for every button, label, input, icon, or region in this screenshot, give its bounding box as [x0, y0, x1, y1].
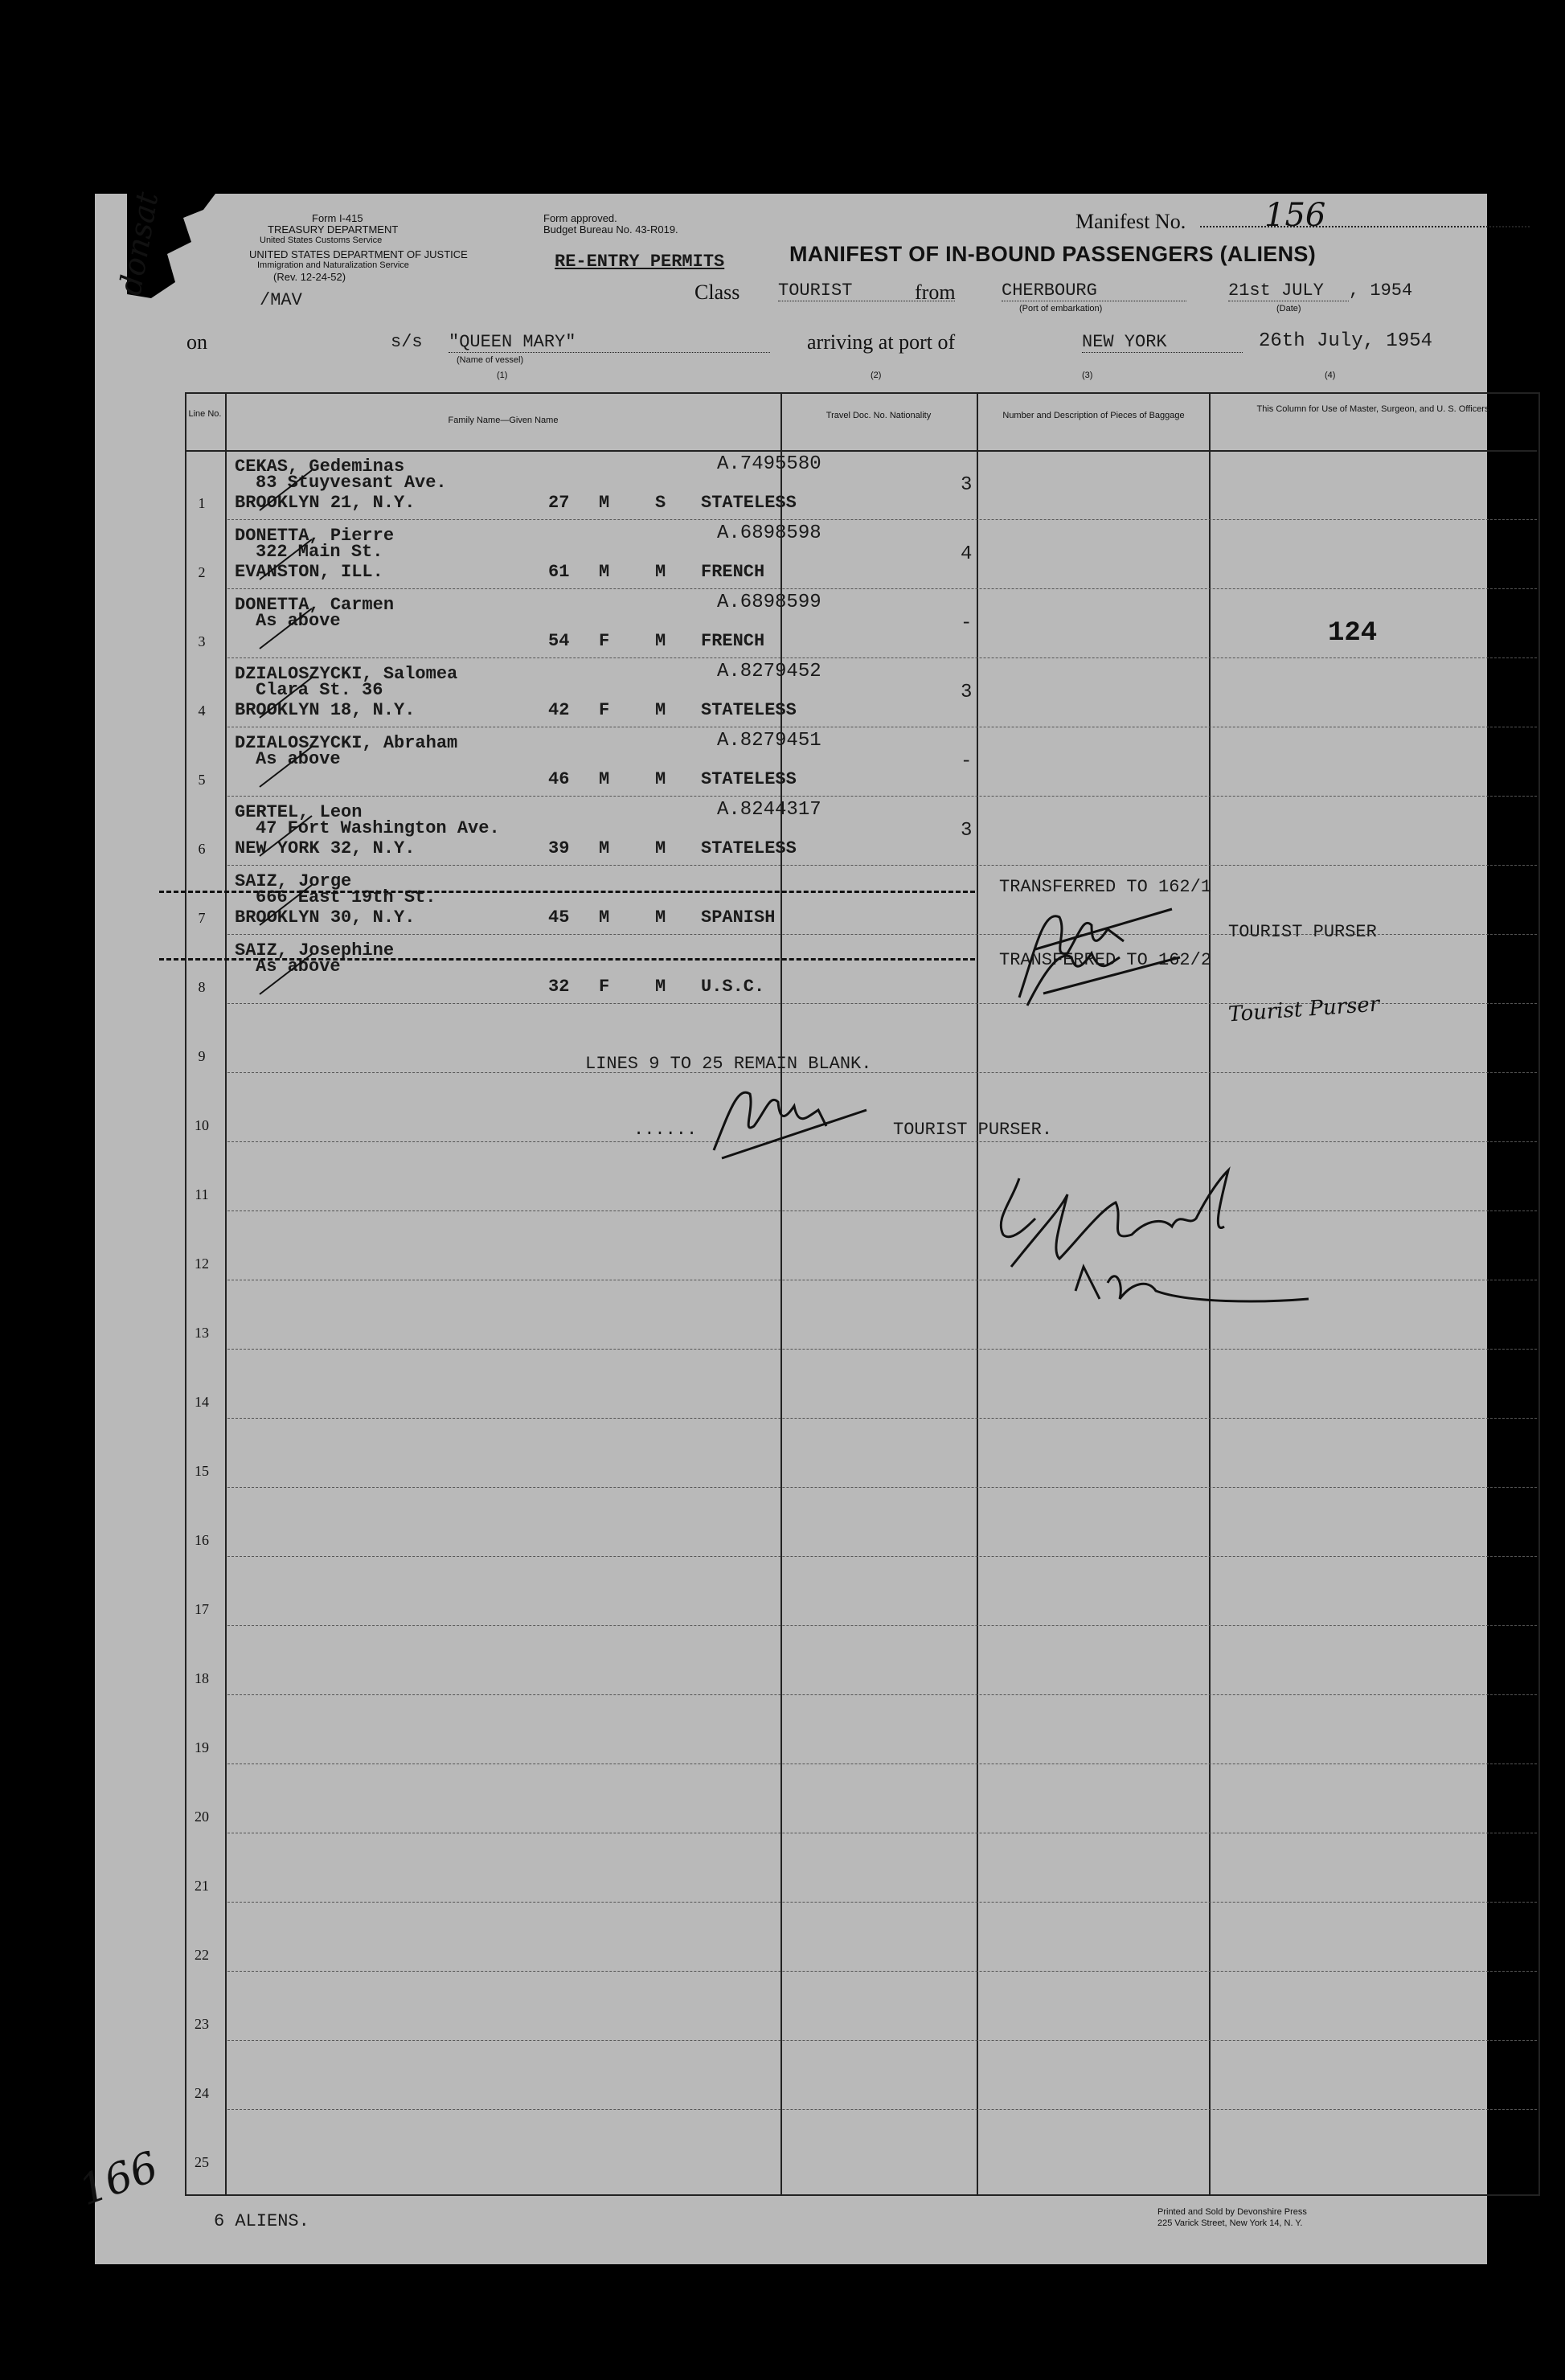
reentry-permits: RE-ENTRY PERMITS	[555, 252, 725, 272]
revision: (Rev. 12-24-52)	[273, 271, 346, 283]
line-number: 12	[195, 1256, 209, 1272]
manifest-document	[72, 189, 1489, 2264]
nationality: SPANISH	[701, 907, 776, 928]
purser-signature	[706, 1078, 891, 1166]
passenger-name: DZIALOSZYCKI, Abraham	[235, 733, 458, 753]
purser-handwritten: Tourist Purser	[1227, 992, 1381, 1027]
passenger-age: 54	[548, 631, 570, 651]
arriving-label: arriving at port of	[807, 330, 956, 354]
nationality: STATELESS	[701, 700, 797, 720]
from-value: CHERBOURG	[1002, 281, 1186, 301]
officer-signature	[979, 1162, 1397, 1339]
passenger-sex: F	[599, 631, 610, 651]
col-3-label: (3)	[1082, 371, 1093, 380]
row-separator	[227, 865, 1537, 866]
line-number: 20	[195, 1809, 209, 1825]
line-number: 25	[195, 2154, 209, 2170]
row-separator	[227, 1625, 1537, 1626]
passenger-name: CEKAS, Gedeminas	[235, 457, 405, 477]
port-embark-caption: (Port of embarkation)	[1019, 304, 1103, 313]
row-separator	[227, 1763, 1537, 1764]
passenger-city: BROOKLYN 21, N.Y.	[235, 493, 416, 513]
table-header-rule	[185, 450, 1537, 452]
passenger-sex: F	[599, 977, 610, 997]
col-4-label: (4)	[1325, 371, 1336, 380]
baggage-count: 3	[961, 820, 973, 842]
line-number: 18	[195, 1670, 209, 1686]
row-separator	[227, 1902, 1537, 1903]
passenger-address: 322 Main St.	[256, 542, 383, 562]
passenger-address: 666 East 19th St.	[256, 887, 436, 907]
printer-line-1: Printed and Sold by Devonshire Press	[1157, 2207, 1307, 2217]
row-separator	[227, 1694, 1537, 1695]
row-separator	[227, 2109, 1537, 2110]
baggage-count: 4	[961, 543, 973, 565]
ship-prefix: s/s	[391, 332, 423, 352]
check-mark	[256, 674, 320, 722]
line-number: 4	[198, 703, 206, 719]
arrival-date: 26th July, 1954	[1259, 330, 1433, 352]
row-separator	[227, 796, 1537, 797]
passenger-marital-status: M	[655, 700, 666, 720]
passenger-address: 47 Fort Washington Ave.	[256, 818, 500, 838]
baggage-count: 3	[961, 474, 973, 496]
header-baggage: Number and Description of Pieces of Baggage	[1002, 411, 1185, 420]
passenger-address: As above	[256, 611, 341, 631]
baggage-count: 3	[961, 682, 973, 703]
budget-no: Budget Bureau No. 43-R019.	[543, 223, 678, 236]
transfer-2: TRANSFERRED TO 162/2	[999, 950, 1212, 970]
passenger-marital-status: M	[655, 907, 666, 928]
travel-doc-number: A.8244317	[717, 799, 821, 821]
purser-dots: ......	[633, 1120, 698, 1140]
passenger-address: As above	[256, 957, 341, 977]
passenger-name: SAIZ, Jorge	[235, 871, 352, 891]
nationality: STATELESS	[701, 493, 797, 513]
passenger-age: 39	[548, 838, 570, 858]
passenger-sex: F	[599, 700, 610, 720]
passenger-name: DONETTA, Pierre	[235, 526, 395, 546]
transfer-1: TRANSFERRED TO 162/1	[999, 877, 1212, 897]
ship-name: "QUEEN MARY"	[449, 332, 770, 353]
date-year: , 1954	[1349, 281, 1413, 301]
travel-doc-number: A.6898598	[717, 522, 821, 544]
header-line-no: Line No.	[188, 409, 222, 419]
line-number: 5	[198, 772, 206, 788]
passenger-name: DONETTA, Carmen	[235, 595, 395, 615]
travel-doc-number: A.6898599	[717, 592, 821, 613]
baggage-count: -	[961, 612, 973, 634]
passenger-age: 32	[548, 977, 570, 997]
from-label: from	[915, 281, 956, 304]
date-caption: (Date)	[1276, 304, 1301, 313]
header-name: Family Name—Given Name	[448, 416, 559, 425]
passenger-city: BROOKLYN 18, N.Y.	[235, 700, 416, 720]
printer-line-2: 225 Varick Street, New York 14, N. Y.	[1157, 2218, 1303, 2228]
passenger-age: 46	[548, 769, 570, 789]
passenger-address: 83 Stuyvesant Ave.	[256, 473, 447, 493]
mav-stamp: /MAV	[260, 290, 302, 310]
line-number: 1	[198, 495, 206, 511]
bottom-handwriting: 166	[72, 2142, 165, 2216]
check-mark	[256, 950, 320, 998]
passenger-address: As above	[256, 749, 341, 769]
travel-doc-number: A.8279451	[717, 730, 821, 752]
passenger-sex: M	[599, 769, 610, 789]
baggage-count: -	[961, 751, 973, 772]
passenger-sex: M	[599, 493, 610, 513]
line-number: 21	[195, 1878, 209, 1894]
nationality: FRENCH	[701, 631, 765, 651]
passenger-address: Clara St. 36	[256, 680, 383, 700]
line-number: 3	[198, 633, 206, 649]
header-officers: This Column for Use of Master, Surgeon, and U. S. Officers	[1256, 404, 1489, 414]
manifest-number: 156	[1264, 197, 1326, 234]
line-number: 6	[198, 841, 206, 857]
manifest-label: Manifest No.	[1075, 210, 1186, 233]
line-number: 14	[195, 1394, 209, 1410]
row-separator	[227, 1556, 1537, 1557]
class-label: Class	[694, 281, 740, 304]
manifest-title: MANIFEST OF IN-BOUND PASSENGERS (ALIENS)	[789, 242, 1317, 266]
line-number: 23	[195, 2016, 209, 2032]
col-divider	[977, 392, 978, 2194]
blank-lines-note: LINES 9 TO 25 REMAIN BLANK.	[585, 1054, 872, 1074]
row-separator	[227, 657, 1537, 658]
corner-handwriting: donsat	[112, 189, 166, 298]
strike-line	[159, 958, 975, 961]
passenger-sex: M	[599, 907, 610, 928]
passenger-marital-status: M	[655, 838, 666, 858]
form-approved: Form approved.	[543, 212, 617, 224]
justice-dept: UNITED STATES DEPARTMENT OF JUSTICE	[249, 248, 468, 260]
nationality: FRENCH	[701, 562, 765, 582]
officers-count: 124	[1328, 618, 1378, 649]
transfer-signature	[1011, 861, 1188, 1014]
row-separator	[227, 1487, 1537, 1488]
row-separator	[227, 2040, 1537, 2041]
nationality: U.S.C.	[701, 977, 765, 997]
line-number: 17	[195, 1601, 209, 1617]
passenger-name: SAIZ, Josephine	[235, 940, 395, 961]
check-mark	[256, 535, 320, 584]
col-divider	[225, 392, 227, 2194]
form-number: Form I-415	[312, 212, 363, 224]
passenger-name: DZIALOSZYCKI, Salomea	[235, 664, 458, 684]
passenger-marital-status: M	[655, 631, 666, 651]
passenger-marital-status: M	[655, 562, 666, 582]
row-separator	[227, 1971, 1537, 1972]
row-separator	[227, 588, 1537, 589]
treasury-dept: TREASURY DEPARTMENT	[268, 223, 399, 236]
passenger-marital-status: M	[655, 769, 666, 789]
line-number: 8	[198, 979, 206, 995]
arrival-port: NEW YORK	[1082, 332, 1243, 353]
passenger-city: BROOKLYN 30, N.Y.	[235, 907, 416, 928]
check-mark	[256, 466, 320, 514]
header-travel-doc: Travel Doc. No. Nationality	[826, 411, 932, 420]
row-separator	[227, 1349, 1537, 1350]
line-number: 10	[195, 1117, 209, 1133]
on-label: on	[186, 330, 207, 354]
line-number: 9	[198, 1048, 206, 1064]
passenger-sex: M	[599, 562, 610, 582]
passenger-city: NEW YORK 32, N.Y.	[235, 838, 416, 858]
line-number: 2	[198, 564, 206, 580]
manifest-underline	[1200, 226, 1530, 227]
class-value: TOURIST	[778, 281, 955, 301]
check-mark	[256, 881, 320, 929]
row-separator	[227, 519, 1537, 520]
passenger-city: EVANSTON, ILL.	[235, 562, 383, 582]
travel-doc-number: A.7495580	[717, 453, 821, 475]
passenger-age: 42	[548, 700, 570, 720]
row-separator	[227, 1072, 1537, 1073]
passenger-age: 27	[548, 493, 570, 513]
purser-typed: TOURIST PURSER	[1228, 922, 1377, 942]
col-2-label: (2)	[871, 371, 882, 380]
strike-line	[159, 891, 975, 893]
passenger-name: GERTEL, Leon	[235, 802, 363, 822]
passenger-sex: M	[599, 838, 610, 858]
passenger-marital-status: M	[655, 977, 666, 997]
travel-doc-number: A.8279452	[717, 661, 821, 682]
nationality: STATELESS	[701, 838, 797, 858]
row-separator	[227, 1418, 1537, 1419]
line-number: 19	[195, 1739, 209, 1755]
ins-service: Immigration and Naturalization Service	[257, 260, 409, 270]
col-1-label: (1)	[497, 371, 508, 380]
customs-service: United States Customs Service	[260, 236, 383, 245]
date-value: 21st JULY	[1228, 281, 1349, 301]
check-mark	[256, 604, 320, 653]
vessel-caption: (Name of vessel)	[457, 355, 524, 365]
passenger-marital-status: S	[655, 493, 666, 513]
passenger-age: 61	[548, 562, 570, 582]
check-mark	[256, 812, 320, 860]
line-number: 11	[195, 1186, 209, 1202]
line-number: 13	[195, 1325, 209, 1341]
check-mark	[256, 743, 320, 791]
purser-line: TOURIST PURSER.	[893, 1120, 1053, 1140]
line-number: 24	[195, 2085, 209, 2101]
line-number: 7	[198, 910, 206, 926]
line-number: 15	[195, 1463, 209, 1479]
line-number: 22	[195, 1947, 209, 1963]
aliens-total: 6 ALIENS.	[214, 2211, 309, 2231]
line-number: 16	[195, 1532, 209, 1548]
nationality: STATELESS	[701, 769, 797, 789]
passenger-age: 45	[548, 907, 570, 928]
